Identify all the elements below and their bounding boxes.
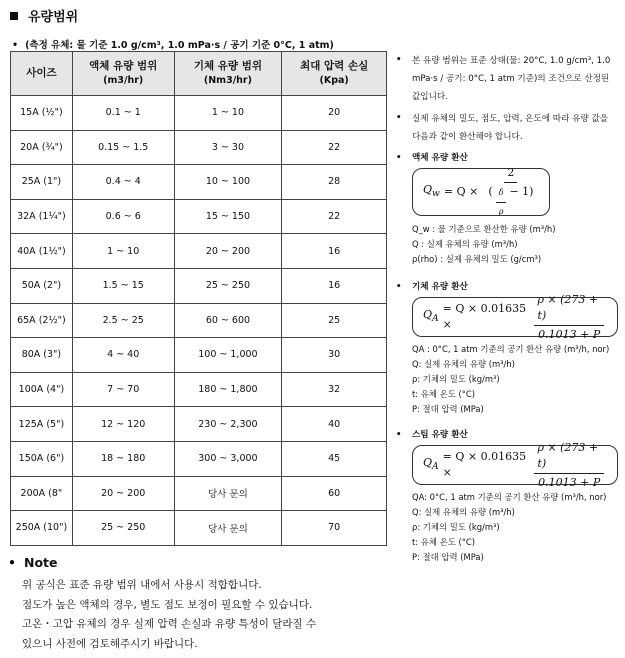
cell-pressure-loss: 60 [282,476,387,511]
header-gas-unit: (Nm3/hr) [203,75,252,87]
formula-lhs-symbol: Q [423,455,433,469]
formula-denominator: 0.1013 + P [538,327,601,341]
bullet-icon: • [12,40,19,51]
gas-formula [412,292,618,341]
cell-liquid-range: 0.4 ~ 4 [72,165,174,200]
legend-line: Q: 실제 유체의 유량 (m³/h) [412,507,515,517]
cell-pressure-loss: 40 [282,407,387,442]
formula-numerator: 2 [504,165,517,183]
liquid-legend [412,222,618,267]
legend-line: t: 유체 온도 (°C) [412,389,476,399]
formula-lhs-subscript: w [432,188,440,200]
header-liquid-unit: (m3/hr) [103,75,144,87]
note-line: 점도가 높은 액체의 경우, 별도 점도 보정이 필요할 수 있습니다. [22,598,313,611]
formula-lhs-subscript: A [432,461,439,473]
formula-fraction [485,165,536,220]
cell-liquid-range: 20 ~ 200 [72,476,174,511]
formula-fraction [534,292,604,343]
legend-line: Q : 실제 유체의 유량 (m³/h) [412,239,518,249]
cell-pressure-loss: 70 [282,511,387,546]
inner-numerator: δ [496,185,507,203]
table-header-row [11,52,387,96]
formula-rhs-lead: = Q × 0.01635 × [442,450,527,479]
header-pressure-loss-label: 최대 압력 손실 [300,60,369,72]
conversion-info-panel [396,52,618,565]
formula-numerator: ρ × (273 + t) [534,440,604,474]
cell-gas-range: 25 ~ 250 [174,268,282,303]
formula-lhs-symbol: Q [423,182,433,196]
cell-pressure-loss: 16 [282,234,387,269]
formula-fraction [534,440,604,491]
table-row [11,372,387,407]
table-row [11,407,387,442]
convert-note-paragraph [396,110,618,146]
bullet-icon: • [396,55,402,65]
table-body [11,96,387,546]
table-row [11,234,387,269]
steam-title-text: 스팀 유량 환산 [412,430,468,440]
header-pressure-loss-unit: (Kpa) [319,75,349,87]
bullet-icon: • [396,430,402,440]
cell-size: 150A (6") [11,441,73,476]
table-row [11,130,387,165]
cell-gas-range: 180 ~ 1,800 [174,372,282,407]
legend-line: QA: 0°C, 1 atm 기준의 공기 환산 유량 (m³/h, nor) [412,492,607,502]
title-square-icon [10,12,18,20]
intro-text: 본 유량 범위는 표준 상태(물: 20°C, 1.0 g/cm³, 1.0 mPa·s / 공기: 0°C, 1 atm 기준)의 조건으로 산정된 값입니다. [412,56,611,102]
cell-gas-range: 300 ~ 3,000 [174,441,282,476]
measurement-condition [12,37,334,51]
cell-gas-range: 당사 문의 [174,511,282,546]
table-row [11,441,387,476]
legend-line: ρ(rho) : 실제 유체의 밀도 (g/cm³) [412,254,542,264]
bullet-icon: • [396,153,402,163]
cell-liquid-range: 7 ~ 70 [72,372,174,407]
legend-line: ρ: 기체의 밀도 (kg/m³) [412,522,500,532]
cell-gas-range: 20 ~ 200 [174,234,282,269]
section-title-text: 유량범위 [28,10,79,25]
flow-range-table [10,51,387,546]
cell-size: 25A (1") [11,165,73,200]
table-row [11,165,387,200]
cell-liquid-range: 0.1 ~ 1 [72,96,174,131]
formula-numerator: ρ × (273 + t) [534,292,604,326]
header-size-label: 사이즈 [26,66,57,79]
note-title [8,555,58,570]
table-row [11,511,387,546]
legend-line: Q: 실제 유체의 유량 (m³/h) [412,359,515,369]
cell-size: 250A (10") [11,511,73,546]
cell-size: 100A (4") [11,372,73,407]
cell-size: 50A (2") [11,268,73,303]
steam-legend [412,490,618,565]
note-line: 고온・고압 유체의 경우 실제 압력 손실과 유량 특성이 달라질 수 [22,618,317,630]
formula-denominator: 0.1013 + P [538,475,601,489]
formula-rhs-lead: = Q × 0.01635 × [442,302,527,331]
table-row [11,199,387,234]
cell-pressure-loss: 28 [282,165,387,200]
cell-liquid-range: 1 ~ 10 [72,234,174,269]
cell-liquid-range: 25 ~ 250 [72,511,174,546]
header-gas-label: 기체 유량 범위 [193,60,263,72]
formula-lhs [423,182,440,202]
convert-note-text: 실제 유체의 밀도, 점도, 압력, 온도에 따라 유량 값을 다음과 같이 환산해야 합니다. [412,114,609,142]
cell-liquid-range: 18 ~ 180 [72,441,174,476]
table-row [11,338,387,373]
cell-pressure-loss: 32 [282,372,387,407]
liquid-formula [412,165,550,216]
formula-inner-fraction [496,185,507,220]
cell-size: 15A (½") [11,96,73,131]
header-pressure-loss [282,52,387,96]
table-row [11,303,387,338]
cell-pressure-loss: 20 [282,96,387,131]
bullet-icon: • [8,555,16,570]
section-title [10,6,78,25]
table-row [11,268,387,303]
cell-pressure-loss: 22 [282,199,387,234]
cell-pressure-loss: 45 [282,441,387,476]
cell-gas-range: 15 ~ 150 [174,199,282,234]
formula-lhs [423,307,439,327]
cell-liquid-range: 1.5 ~ 15 [72,268,174,303]
header-gas [174,52,282,96]
cell-gas-range: 60 ~ 600 [174,303,282,338]
formula-denominator-tail: − 1 [509,184,530,198]
header-liquid [72,52,174,96]
legend-line: P: 절대 압력 (MPa) [412,552,484,562]
condition-text: (측정 유체: 물 기준 1.0 g/cm³, 1.0 mPa·s / 공기 기준 0°C, 1 atm) [25,40,334,51]
intro-paragraph [396,52,618,106]
formula-lhs-subscript: A [432,313,439,325]
cell-pressure-loss: 22 [282,130,387,165]
bullet-icon: • [396,282,402,292]
formula-lhs [423,455,439,475]
formula-rhs-lead: = Q × [443,185,479,198]
formula-lhs-symbol: Q [423,307,433,321]
cell-gas-range: 10 ~ 100 [174,165,282,200]
note-line: 있으니 사전에 검토해주시기 바랍니다. [22,637,198,650]
cell-gas-range: 230 ~ 2,300 [174,407,282,442]
table-row [11,96,387,131]
cell-gas-range: 1 ~ 10 [174,96,282,131]
cell-pressure-loss: 30 [282,338,387,373]
legend-line: t: 유체 온도 (°C) [412,537,476,547]
cell-size: 20A (¾") [11,130,73,165]
cell-size: 200A (8" [11,476,73,511]
header-liquid-label: 액체 유량 범위 [89,60,158,72]
cell-liquid-range: 2.5 ~ 25 [72,303,174,338]
cell-size: 32A (1¼") [11,199,73,234]
legend-line: P: 절대 압력 (MPa) [412,404,484,414]
gas-title-text: 기체 유량 환산 [412,282,468,292]
cell-size: 40A (1½") [11,234,73,269]
cell-gas-range: 3 ~ 30 [174,130,282,165]
cell-liquid-range: 0.6 ~ 6 [72,199,174,234]
note-title-text: Note [24,555,58,570]
table-row [11,476,387,511]
inner-denominator: ρ [498,206,504,216]
gas-legend [412,342,618,417]
header-size [11,52,73,96]
legend-line: Q_w : 물 기준으로 환산한 유량 (m³/h) [412,224,556,234]
legend-line: ρ: 기체의 밀도 (kg/m³) [412,374,500,384]
liquid-title-text: 액체 유량 환산 [412,153,468,163]
formula-denominator: ( $\frac{\delta}{\rho}$ − 1) [485,183,536,220]
note-line: 위 공식은 표준 유량 범위 내에서 사용시 적합합니다. [22,579,262,591]
bullet-icon: • [396,113,402,123]
cell-gas-range: 당사 문의 [174,476,282,511]
steam-formula [412,440,618,489]
cell-size: 80A (3") [11,338,73,373]
cell-liquid-range: 12 ~ 120 [72,407,174,442]
cell-liquid-range: 0.15 ~ 1.5 [72,130,174,165]
cell-pressure-loss: 16 [282,268,387,303]
note-body [22,576,316,654]
cell-size: 125A (5") [11,407,73,442]
cell-size: 65A (2½") [11,303,73,338]
cell-liquid-range: 4 ~ 40 [72,338,174,373]
legend-line: QA : 0°C, 1 atm 기준의 공기 환산 유량 (m³/h, nor) [412,344,610,354]
cell-pressure-loss: 25 [282,303,387,338]
cell-gas-range: 100 ~ 1,000 [174,338,282,373]
